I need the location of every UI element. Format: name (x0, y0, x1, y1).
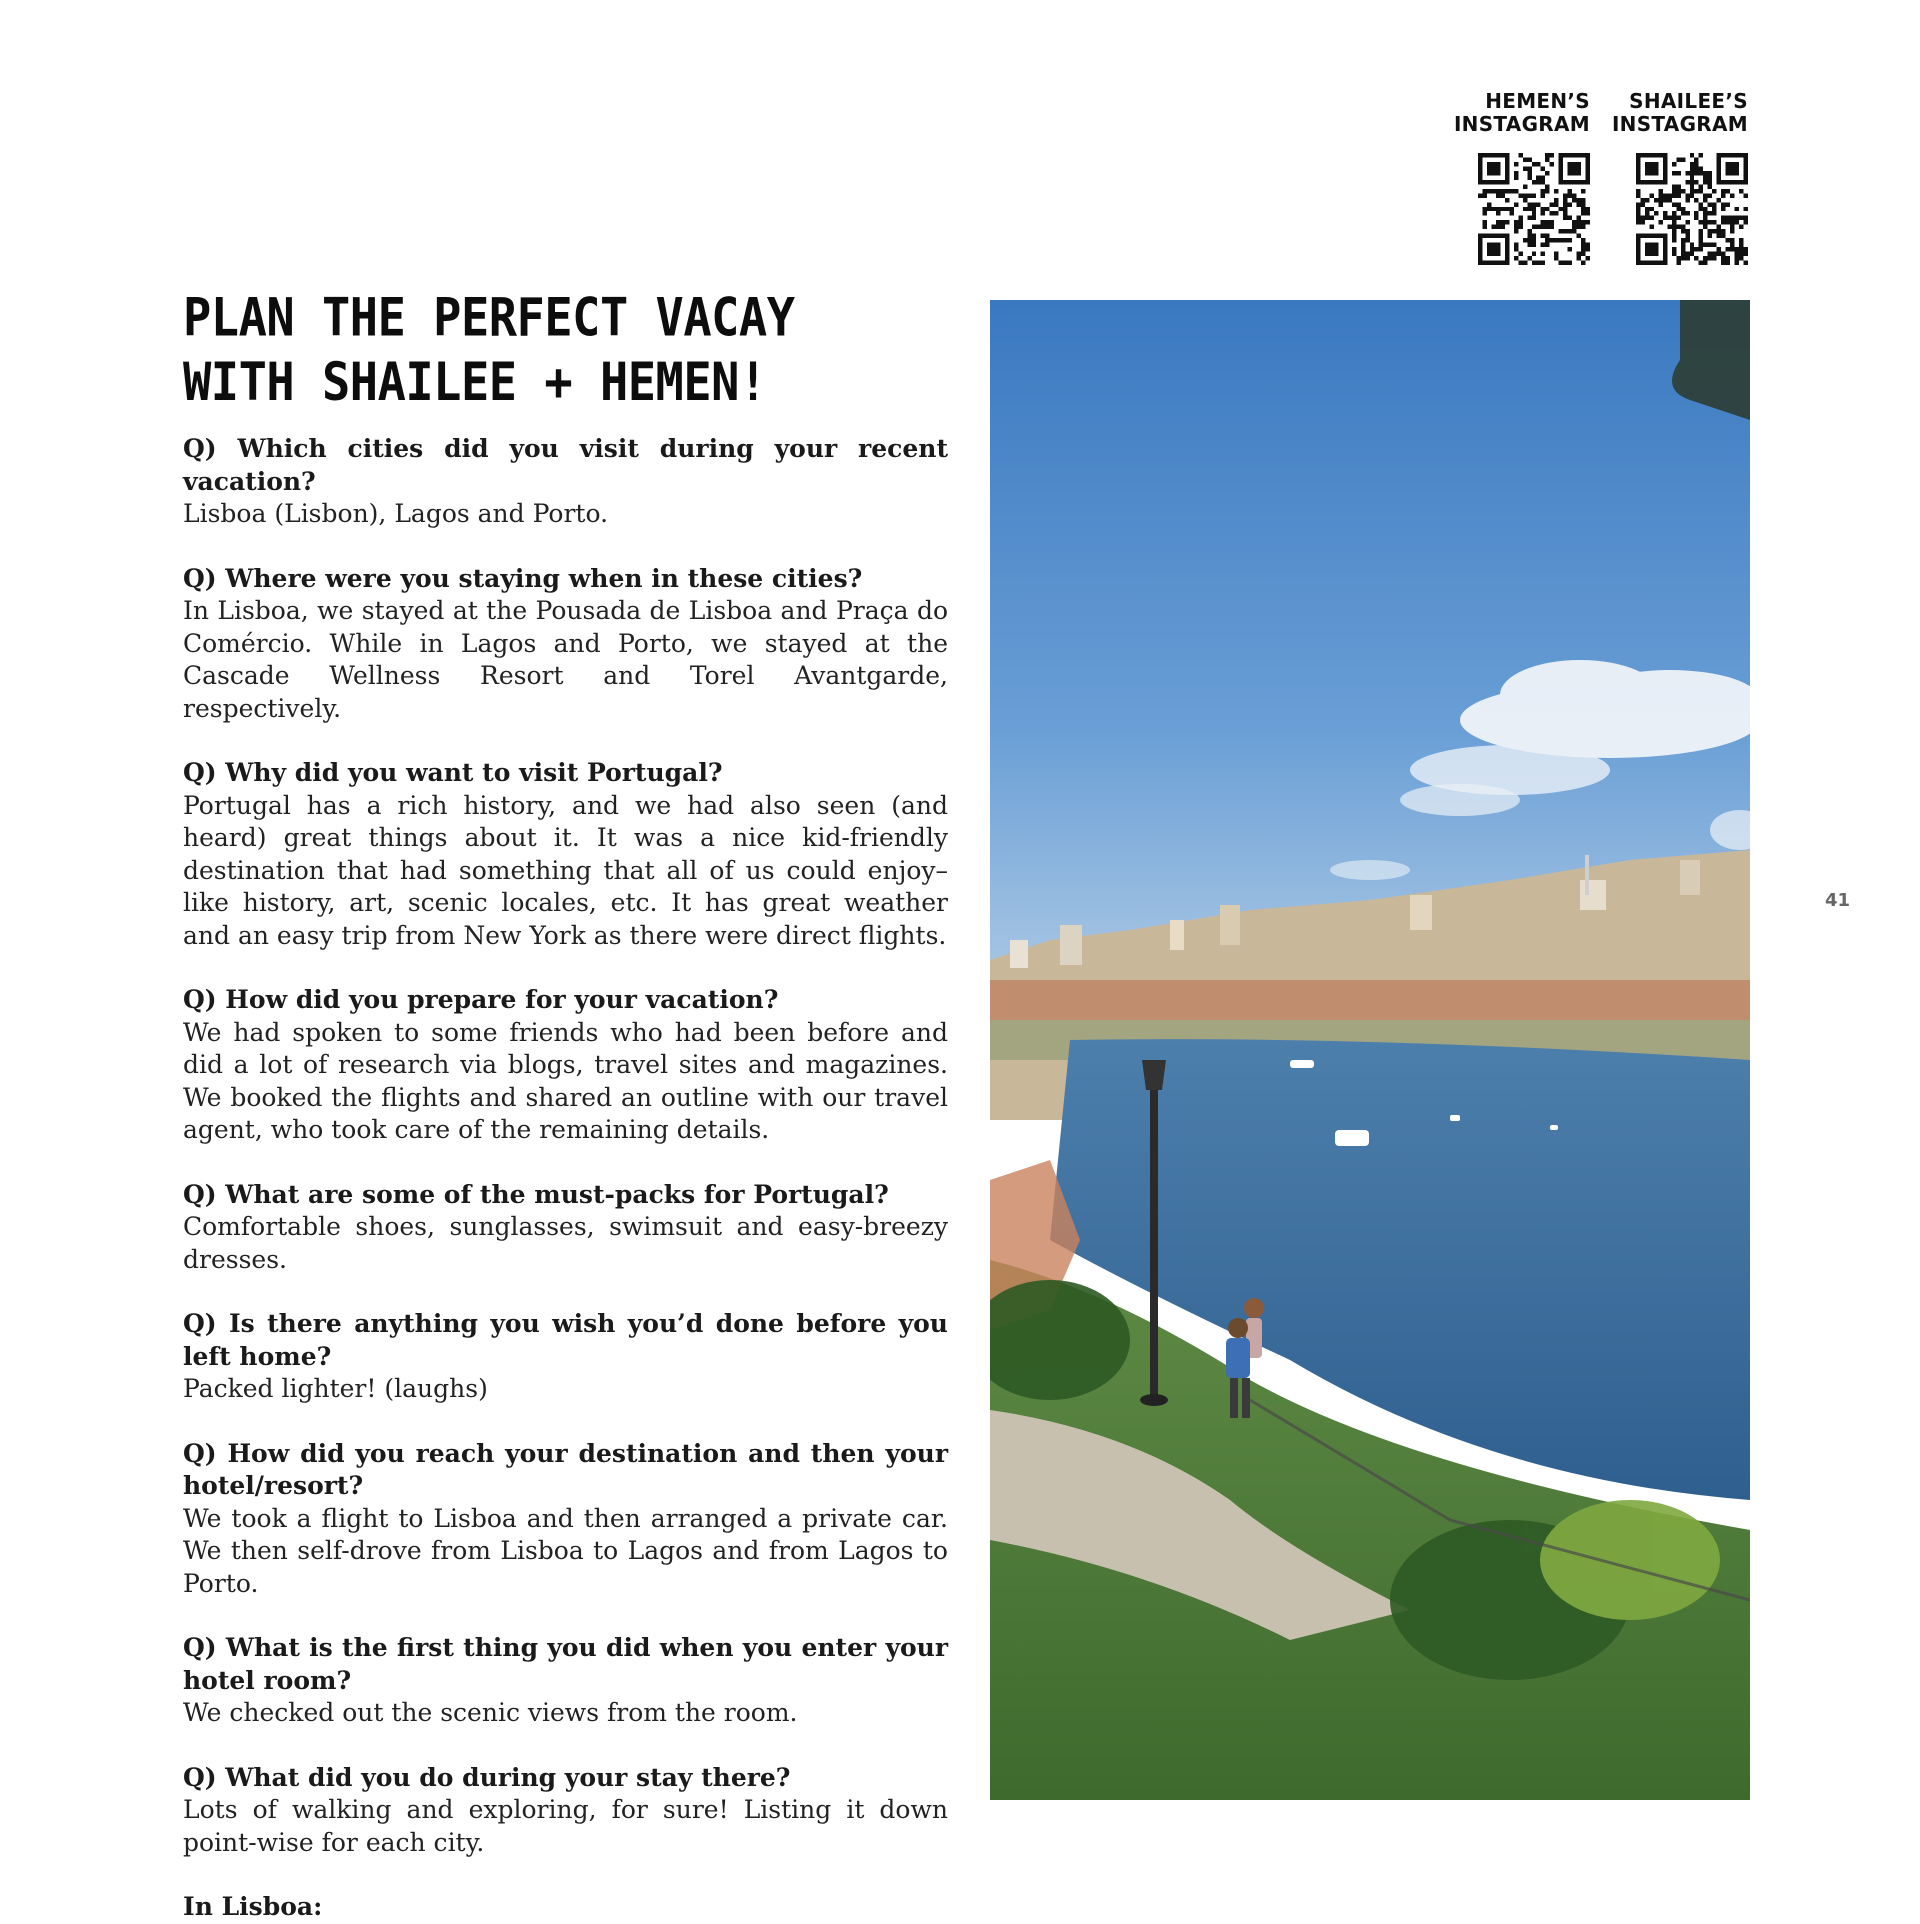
question: Q) Is there anything you wish you’d done before you left home? (183, 1309, 948, 1371)
qa-item (183, 1308, 948, 1406)
qr-block-shailee (1598, 90, 1748, 265)
question: Q) Which cities did you visit during your recent vacation? (183, 434, 948, 496)
title-line2: WITH SHAILEE + HEMEN! (183, 352, 767, 414)
qa-item (183, 984, 948, 1147)
qr-label-line1: SHAILEE’S (1629, 89, 1748, 113)
question: Q) How did you prepare for your vacation? (183, 985, 779, 1014)
question: Q) How did you reach your destination and then your hotel/resort? (183, 1438, 948, 1500)
answer: In Lisboa, we stayed at the Pousada de Lisboa and Praça do Comércio. While in Lagos and Porto, we stayed at the Cascade Wellness Resort and Torel Avantgarde, respectively. (183, 596, 948, 723)
rooftops-band (990, 980, 1750, 1020)
answer: We checked out the scenic views from the room. (183, 1698, 798, 1727)
title-line1: PLAN THE PERFECT VACAY (183, 287, 795, 349)
qa-item (183, 1762, 948, 1860)
answer: Lots of walking and exploring, for sure! Listing it down point-wise for each city. (183, 1795, 948, 1857)
qr-label (1598, 90, 1748, 136)
question: Q) What are some of the must-packs for Portugal? (183, 1179, 889, 1209)
qa-item (183, 1438, 948, 1601)
photo-illustration (990, 300, 1750, 1800)
question: Q) What is the first thing you did when you enter your hotel room? (183, 1633, 948, 1695)
qa-item (183, 433, 948, 531)
answer: Portugal has a rich history, and we had also seen (and heard) great things about it. It was a nice kid-friendly destination that had something that all of us could enjoy– like history, art, scenic locales, etc. It has great weather and an easy trip from New York as there were direct flights. (183, 790, 948, 950)
answer: Comfortable shoes, sunglasses, swimsuit and easy-breezy dresses. (183, 1212, 948, 1274)
question: Q) Why did you want to visit Portugal? (183, 758, 723, 787)
qr-label-line2: INSTAGRAM (1611, 112, 1748, 136)
question: Q) What did you do during your stay there? (183, 1762, 791, 1792)
page-number: 41 (1825, 890, 1851, 911)
answer: Packed lighter! (laughs) (183, 1374, 488, 1403)
answer: We took a flight to Lisboa and then arranged a private car. We then self-drove from Lisboa to Lagos and from Lagos to Porto. (183, 1503, 948, 1598)
qa-item (183, 757, 948, 952)
page-title (183, 286, 795, 416)
qa-item (183, 1179, 948, 1277)
qr-block-hemen (1440, 90, 1590, 265)
question: Q) Where were you staying when in these cities? (183, 563, 863, 593)
answer: Lisboa (Lisbon), Lagos and Porto. (183, 499, 609, 528)
qa-column (183, 433, 948, 1924)
qa-item (183, 1632, 948, 1730)
qr-label-line2: INSTAGRAM (1453, 112, 1590, 136)
qr-code-icon[interactable] (1478, 153, 1590, 265)
porto-river-photo (990, 300, 1750, 1800)
sub-heading-lisboa: In Lisboa: (183, 1892, 323, 1921)
qr-label (1440, 90, 1590, 136)
qr-code-icon[interactable] (1636, 153, 1748, 265)
answer: We had spoken to some friends who had been before and did a lot of research via blogs, travel sites and magazines. We booked the flights and shared an outline with our travel agent, who took care of the remaining details. (183, 1017, 948, 1144)
qa-item (183, 563, 948, 726)
qr-label-line1: HEMEN’S (1485, 89, 1590, 113)
